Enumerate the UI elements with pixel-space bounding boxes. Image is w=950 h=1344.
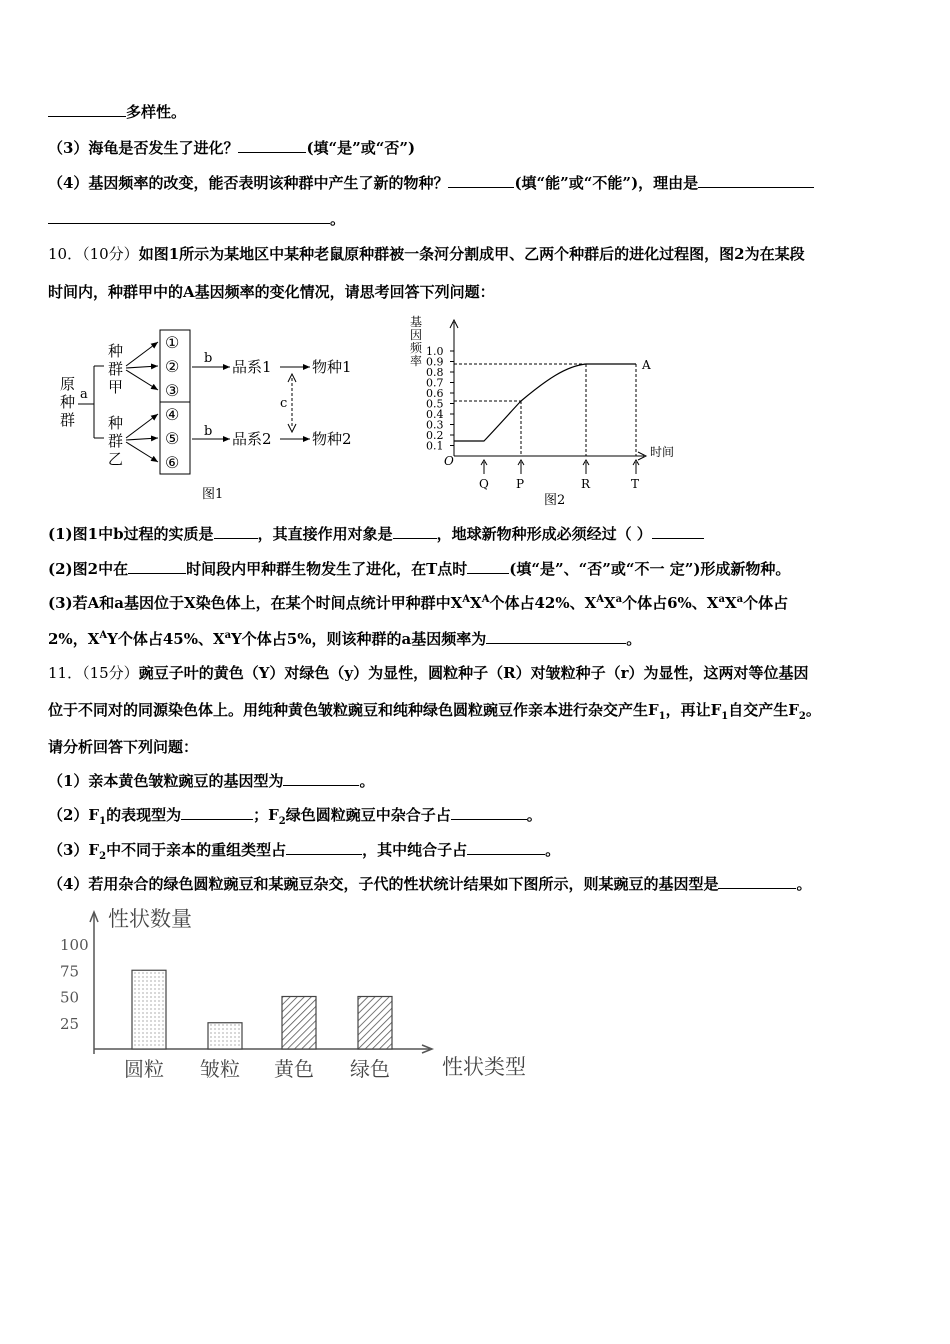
bar-4 [358, 997, 392, 1050]
circle-1: ① [165, 333, 180, 352]
text-span: 如图1所示为某地区中某种老鼠原种群被一条河分割成甲、乙两个种群后的进化过程图，图2为在某段 [138, 245, 805, 263]
question-score: （10分） [82, 245, 139, 263]
text-span: Y个体占5%，则该种群的a基因频率为 [231, 630, 487, 648]
bar-1 [132, 970, 166, 1049]
text-span: X [603, 594, 616, 612]
answer-blank [283, 771, 359, 786]
text-span: ；F [253, 806, 279, 824]
q11-part3 [48, 839, 560, 862]
text-span: 位于不同对的同源染色体上。用纯种黄色皱粒豌豆和纯种绿色圆粒豌豆作亲本进行杂交产生F [48, 701, 659, 719]
text-span: (1)图1中b过程的实质是 [48, 525, 214, 543]
text-span: 绿色圆粒豌豆中杂合子占 [285, 806, 451, 824]
answer-blank [486, 629, 626, 644]
ylabel-char-4: 率 [410, 354, 423, 368]
sup: a [736, 594, 744, 605]
trait-bar-chart [50, 904, 550, 1090]
answer-blank [238, 138, 306, 153]
text-span: (填“是”、“否”或“不一 定”)形成新物种。 [509, 560, 791, 578]
text-span: 的表现型为 [106, 806, 182, 824]
text-span: X [724, 594, 737, 612]
answer-blank [467, 840, 545, 855]
circle-3: ③ [165, 381, 180, 400]
chart-xlabel: 性状类型 [442, 1055, 526, 1079]
chart-ylabel: 性状数量 [108, 907, 192, 931]
q10-part3 [48, 592, 788, 613]
sup: A [596, 594, 604, 605]
sup: a [615, 594, 623, 605]
sub: 2 [99, 851, 107, 862]
species-1: 物种1 [312, 358, 352, 376]
q10-stem-cont [48, 281, 495, 302]
q11-stem-cont [48, 699, 821, 722]
figure1-evolution-diagram [54, 326, 374, 506]
answer-blank [718, 874, 796, 889]
text-span: （2）F [48, 806, 100, 824]
ytick-label: 0.7 [426, 376, 444, 390]
origin-char-3: 群 [60, 411, 76, 429]
answer-blank [393, 524, 437, 539]
sub: 2 [278, 816, 286, 827]
figure1-caption: 图1 [202, 487, 224, 502]
strain-1: 品系1 [232, 358, 272, 376]
ytick-label: 0.1 [426, 439, 444, 453]
text-span: 中不同于亲本的重组类型占 [106, 841, 287, 859]
bar-ytick-label: 50 [60, 988, 80, 1007]
origin-O: O [444, 454, 454, 468]
sup: a [224, 630, 232, 641]
sub: 1 [658, 711, 666, 722]
xpoint-T: T [631, 477, 640, 491]
sub: 2 [798, 711, 806, 722]
answer-blank [451, 805, 527, 820]
text-span: 。 [330, 210, 346, 228]
answer-blank [128, 559, 186, 574]
text-span: 个体占6%、X [622, 594, 719, 612]
sup: A [481, 594, 490, 605]
ytick-label: 0.5 [426, 397, 444, 411]
answer-blank [286, 840, 362, 855]
text-span: （3）海龟是否发生了进化？ [48, 139, 239, 157]
text-span: X [470, 594, 482, 612]
text-span: 2%，X [48, 630, 100, 648]
text-span: 时间段内甲种群生物发生了进化，在T点时 [186, 560, 468, 578]
q11-part4 [48, 873, 811, 894]
q10-part3-cont [48, 628, 641, 649]
text-span: 。 [805, 701, 821, 719]
figure2-caption: 图2 [544, 493, 566, 508]
text-span: 。 [626, 630, 642, 648]
text-span: 请分析回答下列问题： [48, 738, 199, 756]
question-number: 10． [48, 245, 83, 263]
q9-line-diversity [48, 101, 186, 122]
figure2-gene-frequency-chart [406, 314, 696, 514]
ytick-label: 0.3 [426, 418, 444, 432]
q11-stem [48, 662, 809, 683]
ytick-label: 0.8 [426, 366, 444, 379]
circle-5: ⑤ [165, 429, 180, 448]
circle-2: ② [165, 357, 180, 376]
label-b-2: b [204, 424, 213, 439]
bar-ytick-label: 100 [60, 936, 89, 954]
frequency-curve [454, 364, 636, 441]
text-span: 。 [359, 772, 375, 790]
text-span: 个体占42%、X [489, 594, 597, 612]
ylabel-char-2: 因 [410, 328, 423, 342]
ytick-label: 0.6 [426, 387, 444, 400]
sup: A [462, 594, 471, 605]
q11-part1 [48, 770, 374, 791]
ytick-label: 1.0 [426, 345, 444, 358]
circle-4: ④ [165, 405, 180, 424]
bar-category-label: 圆粒 [124, 1057, 164, 1081]
bar-ytick-label: 75 [60, 962, 80, 981]
pop-yi-char-1: 种 [108, 414, 124, 432]
text-span: Y个体占45%、X [107, 630, 225, 648]
xpoint-R: R [581, 477, 591, 491]
question-number: 11． [48, 664, 83, 682]
xlabel-time: 时间 [650, 445, 675, 459]
circle-6: ⑥ [165, 453, 180, 472]
answer-blank [652, 524, 704, 539]
text-span: （3）F [48, 841, 100, 859]
text-span: ，地球新物种形成必须经过（ ） [436, 525, 652, 543]
bar-category-label: 皱粒 [200, 1057, 240, 1081]
q9-part3 [48, 137, 415, 158]
xpoint-Q: Q [479, 477, 489, 491]
answer-blank [181, 805, 253, 820]
species-2: 物种2 [312, 430, 352, 448]
bar-2 [208, 1023, 242, 1049]
bar-3 [282, 997, 316, 1050]
text-span: 自交产生F [728, 701, 799, 719]
text-span: （4）若用杂合的绿色圆粒豌豆和某豌豆杂交，子代的性状统计结果如下图所示，则某豌豆的基因型是 [48, 875, 719, 893]
q10-part2 [48, 558, 790, 579]
answer-blank [214, 524, 258, 539]
strain-2: 品系2 [232, 430, 272, 448]
q11-stem-cont2 [48, 736, 198, 757]
text-span: ，其直接作用对象是 [257, 525, 393, 543]
question-score: （15分） [82, 664, 139, 682]
text-span: 豌豆子叶的黄色（Y）对绿色（y）为显性，圆粒种子（R）对皱粒种子（r）为显性，这两对等位基因 [138, 664, 809, 682]
text-span: (2)图2中在 [48, 560, 129, 578]
bar-category-label: 黄色 [274, 1057, 314, 1081]
text-span: 个体占 [743, 594, 789, 612]
text-span: 。 [796, 875, 812, 893]
text-span: （1）亲本黄色皱粒豌豆的基因型为 [48, 772, 284, 790]
pop-yi-char-3: 乙 [108, 450, 124, 468]
ytick-label: 0.9 [426, 355, 444, 369]
text-span: (填“能”或“不能”)，理由是 [514, 174, 699, 192]
ylabel-char-1: 基 [410, 315, 423, 329]
pop-yi-char-2: 群 [108, 432, 124, 450]
label-c: c [280, 396, 288, 411]
answer-blank [48, 102, 126, 117]
bar-ytick-label: 25 [60, 1014, 80, 1033]
text-span: ，再让F [665, 701, 722, 719]
text-span: (填“是”或“否”) [306, 139, 416, 157]
q9-part4 [48, 172, 814, 193]
bar-category-label: 绿色 [350, 1057, 390, 1081]
curve-label-A: A [642, 358, 651, 372]
text-span: 多样性。 [126, 103, 187, 121]
text-span: 时间内，种群甲中的A基因频率的变化情况，请思考回答下列问题： [48, 283, 495, 301]
ytick-label: 0.4 [426, 408, 444, 421]
label-a: a [80, 387, 88, 402]
label-b-1: b [204, 351, 213, 366]
ylabel-char-3: 频 [410, 341, 423, 355]
answer-blank [448, 173, 514, 188]
sub: 1 [721, 711, 729, 722]
q10-stem [48, 243, 805, 264]
text-span: 。 [545, 841, 561, 859]
text-span: 。 [526, 806, 542, 824]
text-span: （4）基因频率的改变，能否表明该种群中产生了新的物种？ [48, 174, 449, 192]
answer-blank [467, 559, 509, 574]
pop-jia-char-1: 种 [108, 342, 124, 360]
origin-char-2: 种 [60, 393, 76, 411]
sub: 1 [99, 816, 107, 827]
text-span: (3)若A和a基因位于X染色体上，在某个时间点统计甲种群中X [48, 594, 463, 612]
text-span: ，其中纯合子占 [362, 841, 468, 859]
origin-char-1: 原 [60, 375, 76, 393]
answer-blank [698, 173, 814, 188]
q11-part2 [48, 804, 542, 827]
pop-jia-char-3: 甲 [108, 378, 124, 396]
q10-part1 [48, 523, 704, 544]
ytick-label: 0.2 [426, 429, 444, 442]
q9-part4-cont [48, 208, 345, 229]
sup: a [718, 594, 725, 605]
answer-blank [48, 209, 330, 224]
xpoint-P: P [516, 477, 525, 491]
sup: A [99, 630, 108, 641]
pop-jia-char-2: 群 [108, 360, 124, 378]
